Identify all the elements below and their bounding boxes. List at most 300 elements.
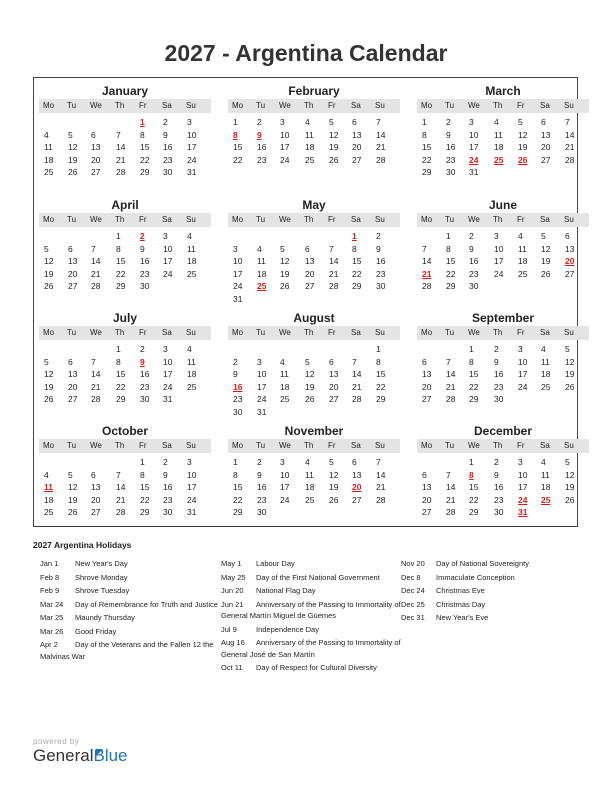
calendar-date: 7 [116, 129, 121, 140]
calendar-date: 19 [305, 381, 315, 392]
calendar-date: 1 [446, 231, 451, 241]
calendar-date: 12 [565, 356, 575, 367]
calendar-date: 25 [187, 381, 197, 392]
weekday-label: Sa [162, 101, 172, 110]
calendar-date: 6 [352, 457, 357, 467]
calendar-date: 29 [469, 394, 479, 404]
calendar-date: 11 [494, 129, 503, 140]
calendar-date: 15 [446, 256, 456, 266]
calendar-date: 12 [305, 369, 315, 379]
holiday-name: Day of Respect for Cultural Diversity [256, 663, 377, 672]
calendar-date: 1 [422, 117, 427, 127]
holiday-date: 16 [233, 381, 243, 392]
calendar-date: 3 [280, 117, 285, 127]
holiday-name: Independence Day [256, 624, 319, 634]
calendar-date: 14 [376, 469, 386, 480]
calendar-date: 17 [469, 142, 479, 152]
calendar-date: 17 [494, 256, 504, 266]
calendar-date: 21 [376, 142, 386, 152]
calendar-date: 21 [446, 494, 456, 505]
month-august [228, 305, 400, 417]
calendar-date: 2 [469, 231, 474, 241]
calendar-date: 22 [352, 268, 362, 279]
calendar-date: 21 [376, 482, 386, 492]
calendar-date: 1 [233, 117, 238, 127]
calendar-date: 15 [469, 369, 479, 379]
calendar-date: 4 [187, 344, 192, 354]
weekday-label: Fr [328, 101, 336, 110]
weekday-label: Mo [43, 328, 55, 337]
calendar-date: 24 [257, 394, 267, 404]
calendar-date: 28 [565, 154, 575, 165]
calendar-date: 9 [376, 243, 381, 254]
calendar-date: 11 [541, 469, 550, 480]
weekday-label: Su [186, 328, 196, 337]
calendar-date: 16 [257, 482, 267, 492]
holiday-date: 2 [140, 231, 145, 241]
calendar-date: 23 [494, 381, 504, 392]
holiday-date: 11 [44, 482, 53, 492]
calendar-date: 22 [116, 381, 126, 392]
weekday-header [417, 213, 589, 227]
weekday-header [228, 213, 400, 227]
holiday-item [221, 585, 401, 597]
calendar-date: 9 [494, 469, 499, 480]
calendar-date: 21 [91, 268, 101, 279]
calendar-date: 5 [305, 356, 310, 367]
calendar-date: 31 [187, 167, 197, 177]
calendar-date: 18 [187, 369, 197, 379]
holiday-name: New Year's Day [75, 559, 128, 568]
calendar-date: 4 [305, 457, 310, 467]
calendar-date: 7 [422, 243, 427, 254]
calendar-date: 13 [565, 243, 575, 254]
calendar-date: 12 [518, 129, 528, 140]
calendar-date: 10 [280, 129, 290, 140]
calendar-date: 8 [233, 469, 238, 480]
logo-general-text: General [33, 746, 94, 765]
calendar-date: 25 [541, 381, 551, 392]
weekday-label: Su [375, 441, 385, 450]
calendar-date: 25 [44, 167, 54, 177]
calendar-date: 12 [329, 469, 339, 480]
weekday-label: Su [186, 101, 196, 110]
calendar-date: 8 [116, 243, 121, 254]
calendar-date: 24 [233, 281, 243, 291]
calendar-date: 29 [140, 167, 150, 177]
calendar-date: 30 [163, 167, 173, 177]
month-name: July [112, 311, 137, 325]
weekday-label: Fr [139, 441, 147, 450]
calendar-date: 6 [565, 231, 570, 241]
weekday-label: Fr [328, 441, 336, 450]
calendar-date: 19 [541, 256, 551, 266]
holiday-date: 1 [140, 117, 145, 127]
weekday-label: Su [564, 101, 574, 110]
holiday-column [40, 558, 220, 664]
calendar-date: 6 [352, 117, 357, 127]
calendar-date: 1 [140, 457, 145, 467]
holiday-item [221, 637, 401, 660]
month-november [228, 418, 400, 530]
calendar-date: 17 [280, 482, 290, 492]
calendar-date: 4 [280, 356, 285, 367]
calendar-date: 13 [352, 469, 362, 480]
calendar-date: 3 [163, 231, 168, 241]
calendar-date: 11 [518, 243, 527, 254]
calendar-date: 1 [469, 457, 474, 467]
calendar-date: 28 [329, 281, 339, 291]
calendar-date: 14 [352, 369, 362, 379]
holiday-date-label: Jan 1 [40, 559, 59, 568]
calendar-date: 17 [163, 369, 173, 379]
calendar-date: 6 [541, 117, 546, 127]
calendar-date: 3 [494, 231, 499, 241]
month-name: March [485, 84, 521, 98]
weekday-label: Mo [421, 215, 433, 224]
calendar-date: 18 [305, 482, 315, 492]
month-december [417, 418, 589, 530]
calendar-date: 21 [446, 381, 456, 392]
calendar-date: 5 [541, 231, 546, 241]
month-april [39, 192, 211, 304]
calendar-date: 30 [163, 507, 173, 517]
calendar-date: 19 [68, 154, 78, 165]
calendar-date: 4 [305, 117, 310, 127]
calendar-date: 8 [140, 469, 145, 480]
weekday-label: We [90, 441, 102, 450]
calendar-date: 30 [233, 406, 243, 417]
month-march [417, 78, 589, 190]
holiday-date-label: Nov 20 [401, 559, 425, 568]
calendar-date: 6 [422, 356, 427, 367]
calendar-date: 21 [116, 154, 126, 165]
weekday-label: Sa [162, 328, 172, 337]
holiday-name: Day of the First National Government [256, 572, 380, 582]
calendar-date: 13 [541, 129, 551, 140]
calendar-date: 12 [68, 482, 78, 492]
calendar-date: 26 [329, 494, 339, 505]
holiday-date-label: Jun 20 [221, 586, 244, 595]
calendar-date: 17 [163, 256, 173, 266]
calendar-date: 6 [329, 356, 334, 367]
calendar-date: 20 [329, 381, 339, 392]
weekday-label: Tu [445, 215, 455, 224]
calendar-date: 5 [44, 356, 49, 367]
holiday-date-label: Mar 26 [40, 626, 64, 636]
calendar-date: 2 [376, 231, 381, 241]
weekday-label: Sa [351, 101, 361, 110]
weekday-label: Fr [517, 101, 525, 110]
calendar-date: 2 [140, 344, 145, 354]
calendar-date: 23 [163, 154, 173, 165]
calendar-date: 23 [257, 154, 267, 165]
calendar-date: 28 [422, 281, 432, 291]
calendar-date: 30 [140, 394, 150, 404]
calendar-date: 4 [518, 231, 523, 241]
calendar-date: 10 [518, 356, 528, 367]
calendar-date: 1 [116, 231, 121, 241]
calendar-date: 12 [44, 256, 54, 266]
calendar-date: 7 [91, 356, 96, 367]
calendar-date: 27 [91, 507, 101, 517]
weekday-label: Sa [162, 441, 172, 450]
calendar-date: 21 [565, 142, 575, 152]
calendar-date: 13 [422, 482, 432, 492]
calendar-date: 16 [446, 142, 456, 152]
month-name: October [101, 424, 148, 438]
calendar-date: 9 [163, 129, 168, 140]
holiday-date: 9 [257, 129, 262, 140]
weekday-label: Sa [351, 441, 361, 450]
calendar-date: 16 [494, 369, 504, 379]
weekday-label: Sa [351, 215, 361, 224]
calendar-date: 29 [422, 167, 432, 177]
calendar-date: 10 [494, 243, 504, 254]
calendar-date: 3 [518, 457, 523, 467]
weekday-label: Th [115, 441, 125, 450]
calendar-date: 19 [329, 482, 339, 492]
calendar-date: 28 [376, 154, 386, 165]
calendar-date: 19 [329, 142, 339, 152]
calendar-date: 26 [541, 268, 551, 279]
weekday-label: Th [115, 328, 125, 337]
weekday-label: Fr [328, 328, 336, 337]
calendar-date: 6 [91, 469, 96, 480]
calendar-date: 27 [565, 268, 575, 279]
calendar-date: 13 [91, 142, 101, 152]
calendar-date: 16 [140, 369, 150, 379]
calendar-date: 2 [257, 117, 262, 127]
calendar-date: 30 [140, 281, 150, 291]
month-name: May [302, 198, 326, 212]
calendar-date: 24 [494, 268, 504, 279]
weekday-label: Tu [256, 441, 266, 450]
weekday-label: Th [304, 328, 314, 337]
month-name: December [473, 424, 533, 438]
calendar-date: 24 [280, 494, 290, 505]
calendar-date: 22 [469, 494, 479, 505]
weekday-header [39, 439, 211, 453]
calendar-date: 30 [469, 281, 479, 291]
holiday-name: New Year's Eve [436, 613, 489, 622]
calendar-date: 11 [280, 369, 289, 379]
calendar-date: 10 [163, 356, 173, 367]
month-name: February [288, 84, 340, 98]
calendar-date: 16 [163, 142, 173, 152]
holiday-name: Good Friday [75, 626, 117, 636]
calendar-date: 14 [376, 129, 386, 140]
calendar-date: 10 [187, 129, 197, 140]
calendar-date: 12 [329, 129, 339, 140]
holiday-date-label: Aug 16 [221, 638, 245, 647]
calendar-date: 27 [422, 394, 432, 404]
calendar-date: 26 [280, 281, 290, 291]
weekday-header [39, 213, 211, 227]
holiday-date-label: Apr 2 [40, 640, 58, 649]
calendar-date: 14 [422, 256, 432, 266]
calendar-date: 7 [446, 356, 451, 367]
calendar-date: 26 [68, 507, 78, 517]
holiday-item [40, 599, 220, 611]
calendar-date: 23 [233, 394, 243, 404]
calendar-date: 12 [541, 243, 551, 254]
holiday-date: 1 [352, 231, 357, 241]
holiday-date: 20 [565, 256, 575, 266]
weekday-label: Mo [421, 328, 433, 337]
month-january [39, 78, 211, 190]
calendar-date: 5 [565, 344, 570, 354]
calendar-date: 17 [187, 482, 197, 492]
holiday-name: Anniversary of the Passing to Immortality of General José de San Martín [221, 638, 401, 659]
calendar-date: 5 [329, 457, 334, 467]
calendar-date: 27 [352, 494, 362, 505]
month-october [39, 418, 211, 530]
generalblue-logo[interactable] [33, 746, 128, 766]
calendar-date: 10 [187, 469, 197, 480]
holiday-column [221, 558, 401, 676]
calendar-date: 31 [469, 167, 479, 177]
calendar-date: 9 [257, 469, 262, 480]
calendar-date: 20 [91, 494, 101, 505]
calendar-date: 6 [422, 469, 427, 480]
calendar-date: 14 [446, 369, 456, 379]
calendar-date: 5 [565, 457, 570, 467]
calendar-date: 7 [329, 243, 334, 254]
weekday-label: We [90, 215, 102, 224]
calendar-date: 24 [187, 154, 197, 165]
weekday-label: Tu [67, 441, 77, 450]
holiday-date-label: Jun 21 [221, 599, 244, 609]
holiday-item [40, 558, 220, 570]
calendar-date: 27 [329, 394, 339, 404]
calendar-date: 4 [541, 344, 546, 354]
calendar-date: 28 [352, 394, 362, 404]
calendar-date: 22 [140, 494, 150, 505]
weekday-label: Su [375, 101, 385, 110]
calendar-date: 29 [233, 507, 243, 517]
calendar-date: 4 [494, 117, 499, 127]
month-july [39, 305, 211, 417]
calendar-date: 8 [352, 243, 357, 254]
calendar-date: 8 [469, 356, 474, 367]
calendar-date: 16 [163, 482, 173, 492]
holiday-item [40, 626, 220, 638]
calendar-date: 25 [305, 494, 315, 505]
calendar-date: 11 [305, 129, 314, 140]
weekday-header [417, 99, 589, 113]
calendar-date: 22 [376, 381, 386, 392]
calendar-date: 27 [352, 154, 362, 165]
calendar-date: 2 [233, 356, 238, 367]
calendar-date: 4 [541, 457, 546, 467]
holiday-date-label: Mar 24 [40, 599, 64, 609]
calendar-date: 12 [280, 256, 290, 266]
calendar-date: 17 [257, 381, 267, 392]
calendar-date: 20 [352, 142, 362, 152]
calendar-date: 12 [565, 469, 575, 480]
calendar-date: 14 [329, 256, 339, 266]
calendar-date: 13 [68, 369, 78, 379]
calendar-date: 14 [565, 129, 575, 140]
weekday-label: We [279, 441, 291, 450]
calendar-date: 18 [494, 142, 504, 152]
holiday-date-label: Feb 9 [40, 586, 60, 595]
holiday-name: Christmas Day [436, 599, 486, 609]
weekday-label: We [468, 328, 480, 337]
calendar-date: 11 [257, 256, 266, 266]
calendar-date: 11 [541, 356, 550, 367]
weekday-header [228, 439, 400, 453]
holiday-item [401, 572, 581, 584]
calendar-date: 29 [352, 281, 362, 291]
calendar-date: 13 [422, 369, 432, 379]
holiday-date-label: May 1 [221, 559, 242, 568]
calendar-date: 7 [91, 243, 96, 254]
calendar-date: 15 [140, 142, 150, 152]
calendar-date: 26 [565, 494, 575, 505]
calendar-date: 27 [91, 167, 101, 177]
calendar-date: 23 [163, 494, 173, 505]
calendar-date: 18 [44, 494, 54, 505]
calendar-date: 7 [116, 469, 121, 480]
calendar-date: 18 [518, 256, 528, 266]
weekday-label: Sa [540, 441, 550, 450]
holiday-name: Labour Day [256, 559, 295, 568]
holiday-item [221, 624, 401, 636]
calendar-date: 8 [140, 129, 145, 140]
holiday-date: 31 [518, 507, 528, 517]
holiday-date-label: May 25 [221, 572, 246, 582]
calendar-date: 24 [518, 381, 528, 392]
calendar-date: 15 [422, 142, 432, 152]
calendar-date: 8 [116, 356, 121, 367]
calendar-date: 4 [257, 243, 262, 254]
calendar-date: 22 [469, 381, 479, 392]
holiday-name: National Flag Day [256, 586, 316, 595]
weekday-label: Su [375, 328, 385, 337]
weekday-header [228, 326, 400, 340]
holiday-name: Maundy Thursday [75, 613, 135, 622]
calendar-date: 18 [541, 482, 551, 492]
calendar-date: 7 [352, 356, 357, 367]
calendar-date: 21 [116, 494, 126, 505]
calendar-date: 27 [305, 281, 315, 291]
calendar-date: 13 [305, 256, 315, 266]
calendar-date: 30 [257, 507, 267, 517]
calendar-date: 21 [329, 268, 339, 279]
weekday-label: Tu [445, 441, 455, 450]
calendar-date: 10 [163, 243, 173, 254]
weekday-header [39, 99, 211, 113]
weekday-label: Mo [421, 101, 433, 110]
weekday-label: Tu [67, 328, 77, 337]
calendar-date: 19 [518, 142, 528, 152]
weekday-label: Th [304, 441, 314, 450]
calendar-date: 16 [257, 142, 267, 152]
calendar-date: 28 [376, 494, 386, 505]
weekday-label: We [279, 328, 291, 337]
calendar-date: 23 [469, 268, 479, 279]
calendar-date: 5 [44, 243, 49, 254]
weekday-label: Mo [43, 101, 55, 110]
weekday-header [228, 99, 400, 113]
weekday-label: We [90, 328, 102, 337]
calendar-date: 12 [44, 369, 54, 379]
holiday-date: 24 [469, 154, 479, 165]
calendar-date: 10 [233, 256, 243, 266]
calendar-date: 22 [422, 154, 432, 165]
